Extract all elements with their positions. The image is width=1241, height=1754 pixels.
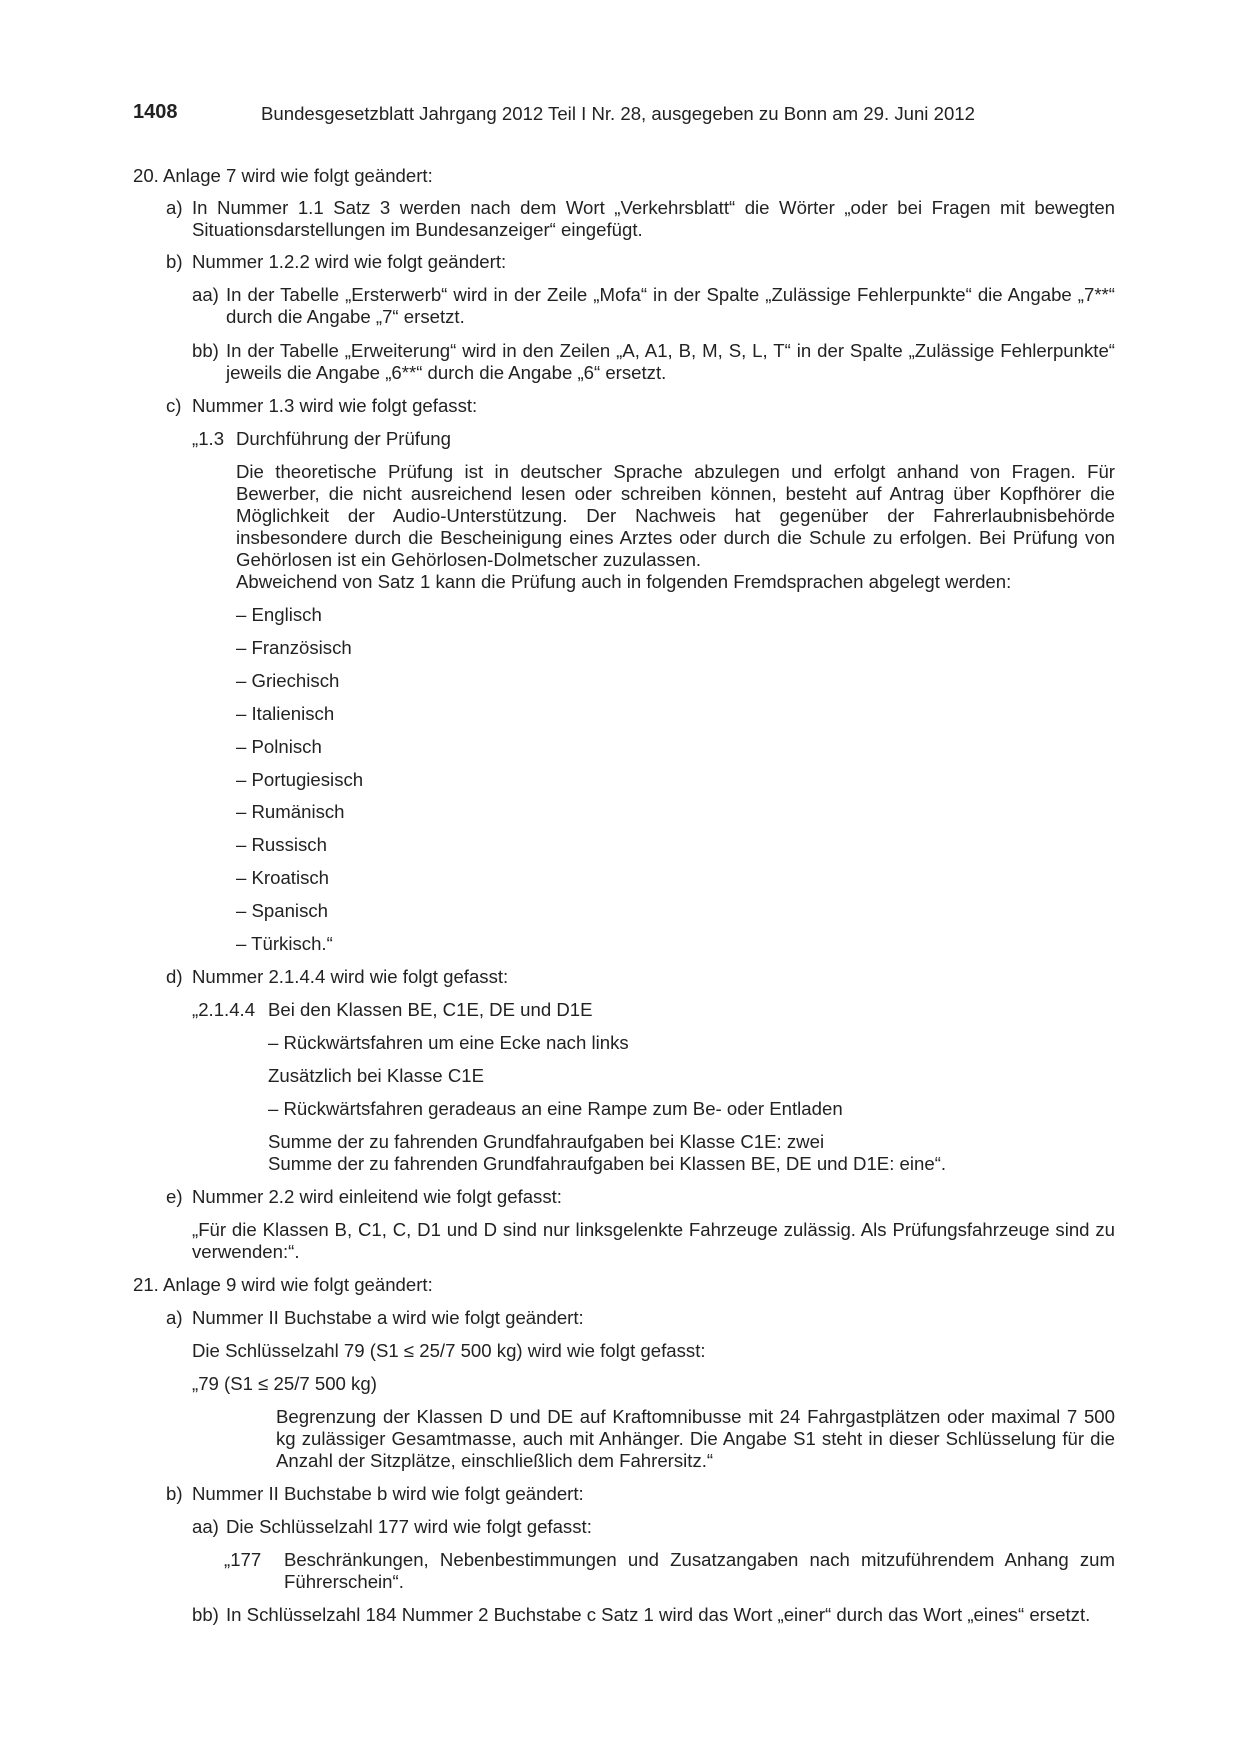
item-20b-aa-text: In der Tabelle „Ersterwerb“ wird in der Zeile „Mofa“ in der Spalte „Zulässige Fehlerpunkte“ die Angabe „7**“ durch die Angabe „7“ ersetzt. [226, 284, 1115, 327]
item-20d-line-5: Summe der zu fahrenden Grundfahraufgaben bei Klassen BE, DE und D1E: eine“. [268, 1153, 947, 1174]
item-21b-aa-quote-number: „177 [224, 1549, 262, 1570]
item-20d-label: d) [166, 966, 183, 987]
language-item: – Griechisch [236, 670, 340, 691]
item-20-heading: 20. Anlage 7 wird wie folgt geändert: [133, 165, 433, 186]
language-item: – Kroatisch [236, 867, 330, 888]
item-20e-label: e) [166, 1186, 183, 1207]
item-20d-line-1: – Rückwärtsfahren um eine Ecke nach links [268, 1032, 629, 1053]
item-20e-text: Nummer 2.2 wird einleitend wie folgt gefasst: [192, 1186, 562, 1207]
page-header-title: Bundesgesetzblatt Jahrgang 2012 Teil I Nr. 28, ausgegeben zu Bonn am 29. Juni 2012 [261, 103, 975, 124]
item-20d-line-3: – Rückwärtsfahren geradeaus an eine Rampe zum Be- oder Entladen [268, 1098, 843, 1119]
item-21b-bb-text: In Schlüsselzahl 184 Nummer 2 Buchstabe c Satz 1 wird das Wort „einer“ durch das Wort „eines“ ersetzt. [226, 1604, 1091, 1625]
item-21b-label: b) [166, 1483, 183, 1504]
item-20b-aa-label: aa) [192, 284, 219, 305]
language-item: – Spanisch [236, 900, 328, 921]
item-21a-label: a) [166, 1307, 183, 1328]
item-20b-label: b) [166, 251, 183, 272]
item-21a-quote-head: „79 (S1 ≤ 25/7 500 kg) [192, 1373, 377, 1394]
item-21a-line-1: Die Schlüsselzahl 79 (S1 ≤ 25/7 500 kg) wird wie folgt gefasst: [192, 1340, 706, 1361]
language-item: – Französisch [236, 637, 352, 658]
item-20a-text: In Nummer 1.1 Satz 3 werden nach dem Wort „Verkehrsblatt“ die Wörter „oder bei Fragen mit bewegten Situationsdarstellungen im Bundesanzeiger“ eingefügt. [192, 197, 1115, 240]
item-20b-bb-text: In der Tabelle „Erweiterung“ wird in den Zeilen „A, A1, B, M, S, L, T“ in der Spalte „Zulässige Fehlerpunkte“ jeweils die Angabe „6**“ durch die Angabe „6“ ersetzt. [226, 340, 1115, 383]
item-21b-bb-label: bb) [192, 1604, 219, 1625]
item-21b-text: Nummer II Buchstabe b wird wie folgt geändert: [192, 1483, 584, 1504]
item-21a-quote-body: Begrenzung der Klassen D und DE auf Kraftomnibusse mit 24 Fahrgastplätzen oder maximal 7 500 kg zulässiger Gesamtmasse, auch mit Anhänger. Die Angabe S1 steht in dieser Schlüsselung für die Anzahl der Sitzplätze, einschließlich dem Fahrersitz.“ [276, 1406, 1115, 1471]
item-21b-aa-text: Die Schlüsselzahl 177 wird wie folgt gefasst: [226, 1516, 592, 1537]
item-20a-label: a) [166, 197, 183, 218]
language-item: – Russisch [236, 834, 327, 855]
item-20d-line-2: Zusätzlich bei Klasse C1E [268, 1065, 484, 1086]
item-21b-aa-label: aa) [192, 1516, 219, 1537]
page-number: 1408 [133, 101, 178, 123]
item-20d-line-4: Summe der zu fahrenden Grundfahraufgaben bei Klasse C1E: zwei [268, 1131, 825, 1152]
item-20c-quote-number: „1.3 [192, 428, 225, 449]
language-item: – Rumänisch [236, 801, 345, 822]
item-20c-text: Nummer 1.3 wird wie folgt gefasst: [192, 395, 478, 416]
item-21b-aa-quote-text: Beschränkungen, Nebenbestimmungen und Zusatzangaben nach mitzuführendem Anhang zum Führerschein“. [284, 1549, 1115, 1592]
language-item: – Englisch [236, 604, 322, 625]
language-item: – Polnisch [236, 736, 322, 757]
item-20d-quote-title: Bei den Klassen BE, C1E, DE und D1E [268, 999, 593, 1020]
language-item: – Türkisch.“ [236, 933, 333, 954]
item-20d-text: Nummer 2.1.4.4 wird wie folgt gefasst: [192, 966, 509, 987]
item-20b-text: Nummer 1.2.2 wird wie folgt geändert: [192, 251, 507, 272]
item-20c-paragraph: Die theoretische Prüfung ist in deutscher Sprache abzulegen und erfolgt anhand von Fragen. Für Bewerber, die nicht ausreichend lesen oder schreiben können, besteht auf Antrag über Kopfhörer die Möglichkeit der Audio-Unterstützung. Der Nachweis hat gegenüber der Fahrerlaubnisbehörde insbesondere durch die Bescheinigung eines Arztes oder durch die Schule zu erfolgen. Bei Prüfung von Gehörlosen ist ein Gehörlosen-Dolmetscher zuzulassen. [236, 461, 1115, 570]
item-21-heading: 21. Anlage 9 wird wie folgt geändert: [133, 1274, 433, 1295]
item-20b-bb-label: bb) [192, 340, 219, 361]
item-20c-quote-title: Durchführung der Prüfung [236, 428, 451, 449]
item-20d-quote-number: „2.1.4.4 [192, 999, 256, 1020]
item-20c-label: c) [166, 395, 182, 416]
item-21a-text: Nummer II Buchstabe a wird wie folgt geändert: [192, 1307, 584, 1328]
item-20c-paragraph-2: Abweichend von Satz 1 kann die Prüfung auch in folgenden Fremdsprachen abgelegt werden: [236, 571, 1012, 592]
language-item: – Portugiesisch [236, 769, 364, 790]
language-item: – Italienisch [236, 703, 335, 724]
item-20e-quote: „Für die Klassen B, C1, C, D1 und D sind nur linksgelenkte Fahrzeuge zulässig. Als Prüfungsfahrzeuge sind zu verwenden:“. [192, 1219, 1115, 1262]
